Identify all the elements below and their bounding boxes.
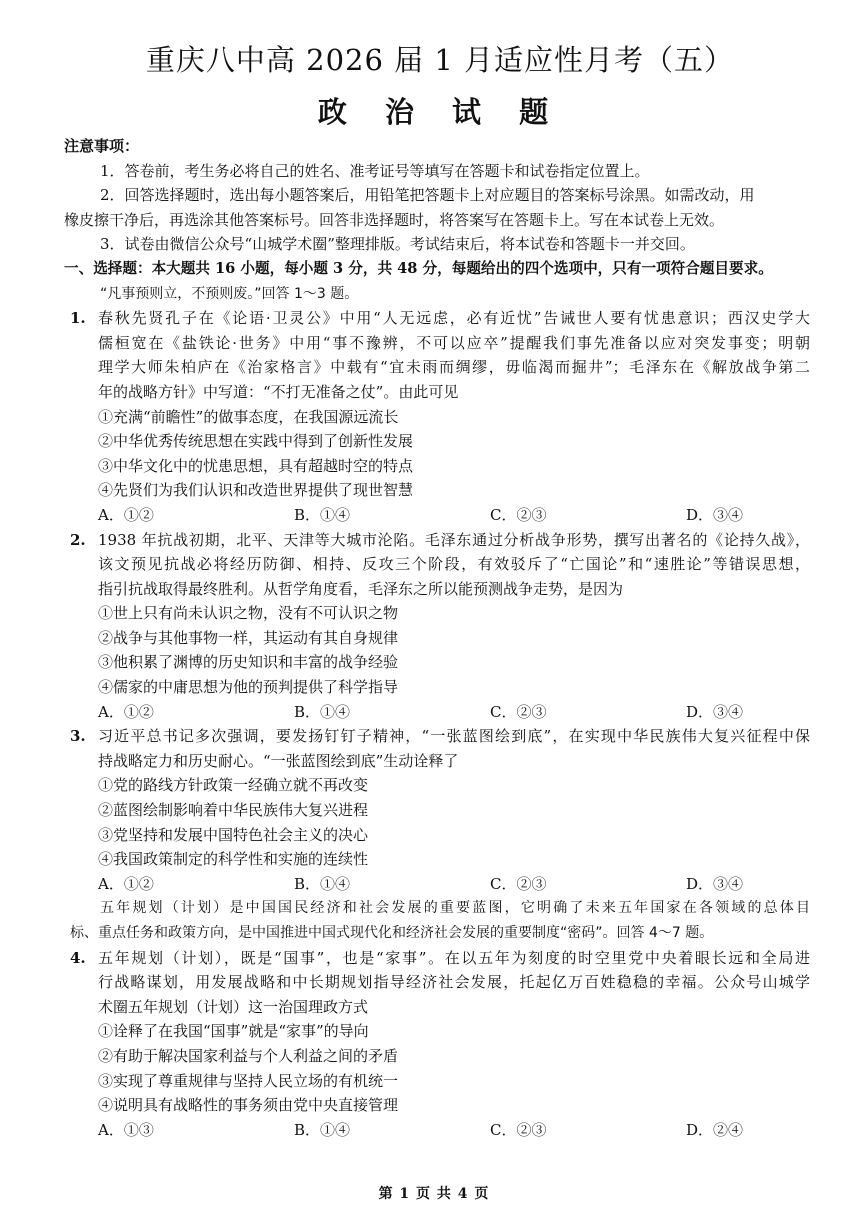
option-c: C．②③ [490, 1120, 547, 1139]
notice-item-3: 3．试卷由微信公众号“山城学术圈”整理排版。考试结束后，将本试卷和答题卡一并交回。 [100, 235, 695, 254]
material-intro-1: “凡事预则立，不预则废。”回答 1～3 题。 [100, 285, 359, 302]
statement: ①世上只有尚未认识之物，没有不可认识之物 [98, 604, 399, 623]
option-c: C．②③ [490, 874, 547, 893]
statement: ③实现了尊重规律与坚持人民立场的有机统一 [98, 1071, 399, 1090]
material-intro-2 [70, 896, 810, 945]
statement: ④说明具有战略性的事务须由党中央直接管理 [98, 1096, 399, 1115]
option-b: B．①④ [294, 505, 351, 524]
notice-item-1: 1．答卷前，考生务必将自己的姓名、准考证号等填写在答题卡和试卷指定位置上。 [100, 161, 650, 180]
option-c: C．②③ [490, 702, 547, 721]
question-2 [70, 528, 810, 725]
stem-line: 行战略谋划，用发展战略和中长期规划指导经济社会发展，托起亿万百姓稳稳的幸福。公众号山城学 [98, 973, 810, 992]
option-a: A．①② [98, 874, 154, 893]
statement: ①党的路线方针政策一经确立就不再改变 [98, 776, 369, 795]
statement: ②有助于解决国家利益与个人利益之间的矛盾 [98, 1046, 399, 1065]
statement: ③党坚持和发展中国特色社会主义的决心 [98, 825, 369, 844]
statement: ②战争与其他事物一样，其运动有其自身规律 [98, 628, 399, 647]
statement: ③他积累了渊博的历史知识和丰富的战争经验 [98, 653, 399, 672]
question-number: 3. [70, 727, 86, 746]
stem-line: 儒桓宽在《盐铁论·世务》中用“事不豫辨，不可以应卒”提醒我们事先准备以应对突发事变；明朝 [98, 333, 810, 352]
answer-options [98, 503, 810, 528]
stem-line: 1938 年抗战初期，北平、天津等大城市沦陷。毛泽东通过分析战争形势，撰写出著名的《论持久战》， [98, 530, 810, 549]
material-line: 标、重点任务和政策方向，是中国推进中国式现代化和经济社会发展的重要制度“密码”。回答 4～7 题。 [70, 925, 714, 941]
stem-line: 理学大师朱柏庐在《治家格言》中载有“宜未雨而绸缪，毋临渴而掘井”；毛泽东在《解放战争第二 [98, 358, 810, 377]
question-body [98, 946, 810, 1143]
stem-line: 年的战略方针》中写道：“不打无准备之仗”。由此可见 [98, 382, 459, 401]
question-1 [70, 306, 810, 527]
option-a: A．①② [98, 505, 154, 524]
statement: ④儒家的中庸思想为他的预判提供了科学指导 [98, 678, 399, 697]
question-3 [70, 724, 810, 896]
question-number: 1. [70, 309, 86, 328]
material-line: 五年规划（计划）是中国国民经济和社会发展的重要蓝图，它明确了未来五年国家在各领域的总体目 [100, 900, 810, 917]
notice-item-2: 2．回答选择题时，选出每小题答案后，用铅笔把答题卡上对应题目的答案标号涂黑。如需改动，用 [100, 186, 755, 205]
statement: ①充满“前瞻性”的做事态度，在我国源远流长 [98, 407, 399, 426]
option-b: B．①④ [294, 1120, 351, 1139]
option-d: D．③④ [686, 874, 744, 893]
stem-line: 术圈五年规划（计划）这一治国理政方式 [98, 997, 369, 1016]
statement: ③中华文化中的忧患思想，具有超越时空的特点 [98, 456, 414, 475]
option-d: D．③④ [686, 505, 744, 524]
question-number: 4. [70, 948, 86, 967]
section-heading: 一、选择题：本大题共 16 小题，每小题 3 分，共 48 分，每题给出的四个选项中，只有一项符合题目要求。 [64, 259, 773, 277]
statement: ②中华优秀传统思想在实践中得到了创新性发展 [98, 432, 414, 451]
notice-item-2-cont: 橡皮擦干净后，再选涂其他答案标号。回答非选择题时，将答案写在答题卡上。写在本试卷上无效。 [64, 210, 725, 229]
question-body [98, 306, 810, 527]
statement: ④先贤们为我们认识和改造世界提供了现世智慧 [98, 481, 414, 500]
exam-title: 重庆八中高 2026 届 1 月适应性月考（五） [145, 43, 735, 77]
stem-line: 五年规划（计划），既是“国事”，也是“家事”。在以五年为刻度的时空里党中央着眼长远和全局进 [98, 948, 810, 967]
answer-options [98, 872, 810, 897]
option-b: B．①④ [294, 702, 351, 721]
statement: ②蓝图绘制影响着中华民族伟大复兴进程 [98, 801, 369, 820]
stem-line: 该文预见抗战必将经历防御、相持、反攻三个阶段，有效驳斥了“亡国论”和“速胜论”等错误思想， [98, 555, 810, 574]
question-number: 2. [70, 530, 86, 549]
question-4 [70, 946, 810, 1143]
question-body [98, 724, 810, 896]
option-c: C．②③ [490, 505, 547, 524]
option-b: B．①④ [294, 874, 351, 893]
notice-heading: 注意事项： [64, 137, 140, 155]
option-d: D．③④ [686, 702, 744, 721]
answer-options [98, 1118, 810, 1143]
subject-title: 政 治 试 题 [317, 95, 563, 129]
statement: ①诠释了在我国“国事”就是“家事”的导向 [98, 1022, 369, 1041]
notice-section [64, 134, 810, 257]
statement: ④我国政策制定的科学性和实施的连续性 [98, 850, 369, 869]
stem-line: 持战略定力和历史耐心。“一张蓝图绘到底”生动诠释了 [98, 751, 459, 770]
question-body [98, 528, 810, 725]
page-footer: 第 1 页 共 4 页 [378, 1186, 490, 1202]
option-d: D．②④ [686, 1120, 744, 1139]
stem-line: 春秋先贤孔子在《论语·卫灵公》中用“人无远虑，必有近忧”告诫世人要有忧患意识；西汉史学大 [98, 309, 810, 328]
stem-line: 习近平总书记多次强调，要发扬钉钉子精神，“一张蓝图绘到底”，在实现中华民族伟大复兴征程中保 [98, 727, 810, 746]
option-a: A．①③ [98, 1120, 154, 1139]
answer-options [98, 700, 810, 725]
option-a: A．①② [98, 702, 154, 721]
stem-line: 指引抗战取得最终胜利。从哲学角度看，毛泽东之所以能预测战争走势，是因为 [98, 579, 624, 598]
